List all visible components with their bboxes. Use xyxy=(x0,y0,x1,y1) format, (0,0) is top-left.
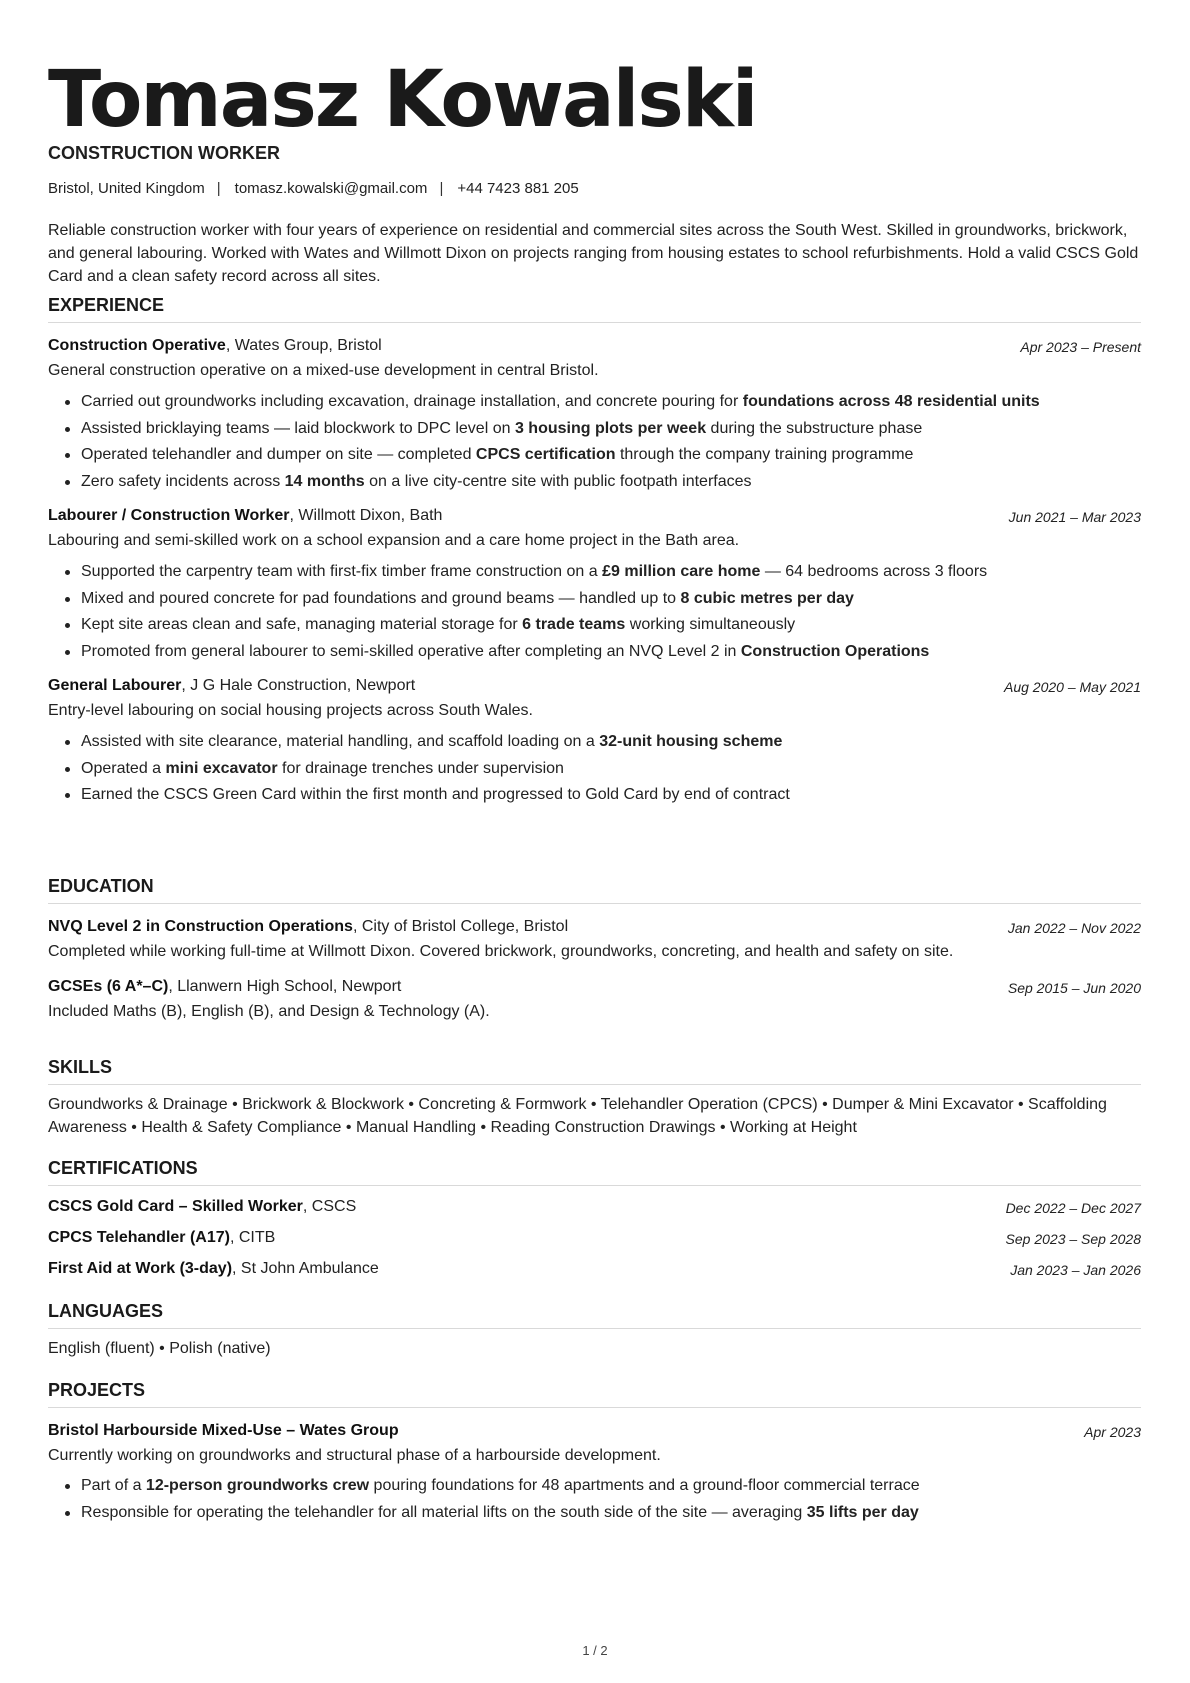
job-dates: Aug 2020 – May 2021 xyxy=(1004,679,1141,695)
job-title: CONSTRUCTION WORKER xyxy=(48,143,280,163)
certification-issuer: , St John Ambulance xyxy=(232,1260,379,1277)
bullet-item: Promoted from general labourer to semi-skilled operative after completing an NVQ Level 2 in Construction Operations xyxy=(48,639,1141,666)
languages-section xyxy=(48,1300,1141,1360)
section-heading: EXPERIENCE xyxy=(48,294,1141,323)
job-bullets xyxy=(48,389,1141,495)
bullet-item: Kept site areas clean and safe, managing material storage for 6 trade teams working simultaneously xyxy=(48,612,1141,639)
section-heading: EDUCATION xyxy=(48,875,1141,904)
education-header xyxy=(48,976,1141,998)
certification-name: CSCS Gold Card – Skilled Worker xyxy=(48,1198,303,1215)
section-heading: CERTIFICATIONS xyxy=(48,1157,1141,1186)
candidate-name: Tomasz Kowalski xyxy=(48,55,757,145)
skills-list: Groundworks & Drainage • Brickwork & Blockwork • Concreting & Formwork • Telehandler Operation (CPCS) • Dumper & Mini Excavator • Scaffolding Awareness • Health & Safety Compliance • Manual Handling • Reading Construction Drawings • Working at Height xyxy=(48,1096,1107,1136)
education-entry xyxy=(48,916,1141,963)
section-heading: LANGUAGES xyxy=(48,1300,1141,1329)
bullet-item: Part of a 12-person groundworks crew pouring foundations for 48 apartments and a ground-floor commercial terrace xyxy=(48,1473,1141,1500)
certification-dates: Sep 2023 – Sep 2028 xyxy=(1005,1231,1141,1247)
education-dates: Sep 2015 – Jun 2020 xyxy=(1007,980,1141,996)
job-entry xyxy=(48,335,1141,495)
job-bullets xyxy=(48,559,1141,665)
project-bullets xyxy=(48,1473,1141,1526)
bullet-item: Operated a mini excavator for drainage trenches under supervision xyxy=(48,756,1141,783)
job-dates: Apr 2023 – Present xyxy=(1020,339,1141,355)
section-heading: PROJECTS xyxy=(48,1379,1141,1408)
experience-section xyxy=(48,294,1141,809)
project-description: Currently working on groundworks and structural phase of a harbourside development. xyxy=(48,1447,661,1464)
languages-list: English (fluent) • Polish (native) xyxy=(48,1340,271,1357)
job-role: Construction Operative xyxy=(48,337,226,354)
bullet-item: Mixed and poured concrete for pad foundations and ground beams — handled up to 8 cubic metres per day xyxy=(48,586,1141,613)
bullet-item: Assisted with site clearance, material handling, and scaffold loading on a 32-unit housing scheme xyxy=(48,729,1141,756)
certification-entry xyxy=(48,1258,1141,1280)
location: Bristol, United Kingdom xyxy=(48,180,205,197)
section-heading: SKILLS xyxy=(48,1056,1141,1085)
education-entry xyxy=(48,976,1141,1023)
job-header xyxy=(48,675,1141,697)
job-employer: , J G Hale Construction, Newport xyxy=(181,677,416,694)
certifications-section xyxy=(48,1157,1141,1280)
job-employer: , Willmott Dixon, Bath xyxy=(289,507,443,524)
job-role: General Labourer xyxy=(48,677,182,694)
job-dates: Jun 2021 – Mar 2023 xyxy=(1008,509,1141,525)
job-description: General construction operative on a mixed-use development in central Bristol. xyxy=(48,362,599,379)
bullet-item: Operated telehandler and dumper on site — completed CPCS certification through the company training programme xyxy=(48,442,1141,469)
contact-line xyxy=(48,180,579,197)
certification-entry xyxy=(48,1196,1141,1218)
education-dates: Jan 2022 – Nov 2022 xyxy=(1007,920,1141,936)
job-bullets xyxy=(48,729,1141,809)
job-entry xyxy=(48,505,1141,665)
bullet-item: Assisted bricklaying teams — laid blockwork to DPC level on 3 housing plots per week during the substructure phase xyxy=(48,416,1141,443)
certification-issuer: , CSCS xyxy=(302,1198,357,1215)
qualification: GCSEs (6 A*–C) xyxy=(48,978,169,995)
bullet-item: Responsible for operating the telehandler for all material lifts on the south side of the site — averaging 35 lifts per day xyxy=(48,1500,1141,1527)
page-number: 1 / 2 xyxy=(582,1643,608,1658)
certification-dates: Jan 2023 – Jan 2026 xyxy=(1010,1262,1141,1278)
project-entry xyxy=(48,1420,1141,1526)
job-entry xyxy=(48,675,1141,809)
qualification: NVQ Level 2 in Construction Operations xyxy=(48,918,353,935)
phone-number: +44 7423 881 205 xyxy=(457,180,579,197)
contact-separator: | xyxy=(216,180,221,197)
education-description: Completed while working full-time at Willmott Dixon. Covered brickwork, groundworks, concreting, and health and safety on site. xyxy=(48,943,954,960)
certification-issuer: , CITB xyxy=(229,1229,276,1246)
certification-entry xyxy=(48,1227,1141,1249)
education-description: Included Maths (B), English (B), and Design & Technology (A). xyxy=(48,1003,490,1020)
bullet-item: Earned the CSCS Green Card within the first month and progressed to Gold Card by end of contract xyxy=(48,782,1141,809)
skills-section xyxy=(48,1056,1141,1139)
bullet-item: Zero safety incidents across 14 months on a live city-centre site with public footpath interfaces xyxy=(48,469,1141,496)
projects-section xyxy=(48,1379,1141,1526)
summary: Reliable construction worker with four years of experience on residential and commercial sites across the South West. Skilled in groundworks, brickwork, and general labouring. Worked with Wates and Willmott Dixon on projects ranging from housing estates to school refurbishments. Hold a valid CSCS Gold Card and a clean safety record across all sites. xyxy=(48,222,1139,285)
job-description: Entry-level labouring on social housing projects across South Wales. xyxy=(48,702,533,719)
contact-separator: | xyxy=(439,180,444,197)
job-role: Labourer / Construction Worker xyxy=(48,507,290,524)
institution: , City of Bristol College, Bristol xyxy=(352,918,569,935)
bullet-item: Supported the carpentry team with first-fix timber frame construction on a £9 million care home — 64 bedrooms across 3 floors xyxy=(48,559,1141,586)
resume-page xyxy=(48,0,1141,1683)
job-description: Labouring and semi-skilled work on a school expansion and a care home project in the Bath area. xyxy=(48,532,740,549)
education-header xyxy=(48,916,1141,938)
institution: , Llanwern High School, Newport xyxy=(168,978,402,995)
education-section xyxy=(48,875,1141,1023)
job-header xyxy=(48,335,1141,357)
certification-name: CPCS Telehandler (A17) xyxy=(48,1229,230,1246)
certification-name: First Aid at Work (3-day) xyxy=(48,1260,233,1277)
project-dates: Apr 2023 xyxy=(1084,1424,1141,1440)
project-header xyxy=(48,1420,1141,1442)
job-employer: , Wates Group, Bristol xyxy=(225,337,382,354)
certification-dates: Dec 2022 – Dec 2027 xyxy=(1005,1200,1141,1216)
bullet-item: Carried out groundworks including excavation, drainage installation, and concrete pouring for foundations across 48 residential units xyxy=(48,389,1141,416)
email-link[interactable]: tomasz.kowalski@gmail.com xyxy=(234,180,428,197)
project-name: Bristol Harbourside Mixed-Use – Wates Group xyxy=(48,1422,399,1439)
job-header xyxy=(48,505,1141,527)
